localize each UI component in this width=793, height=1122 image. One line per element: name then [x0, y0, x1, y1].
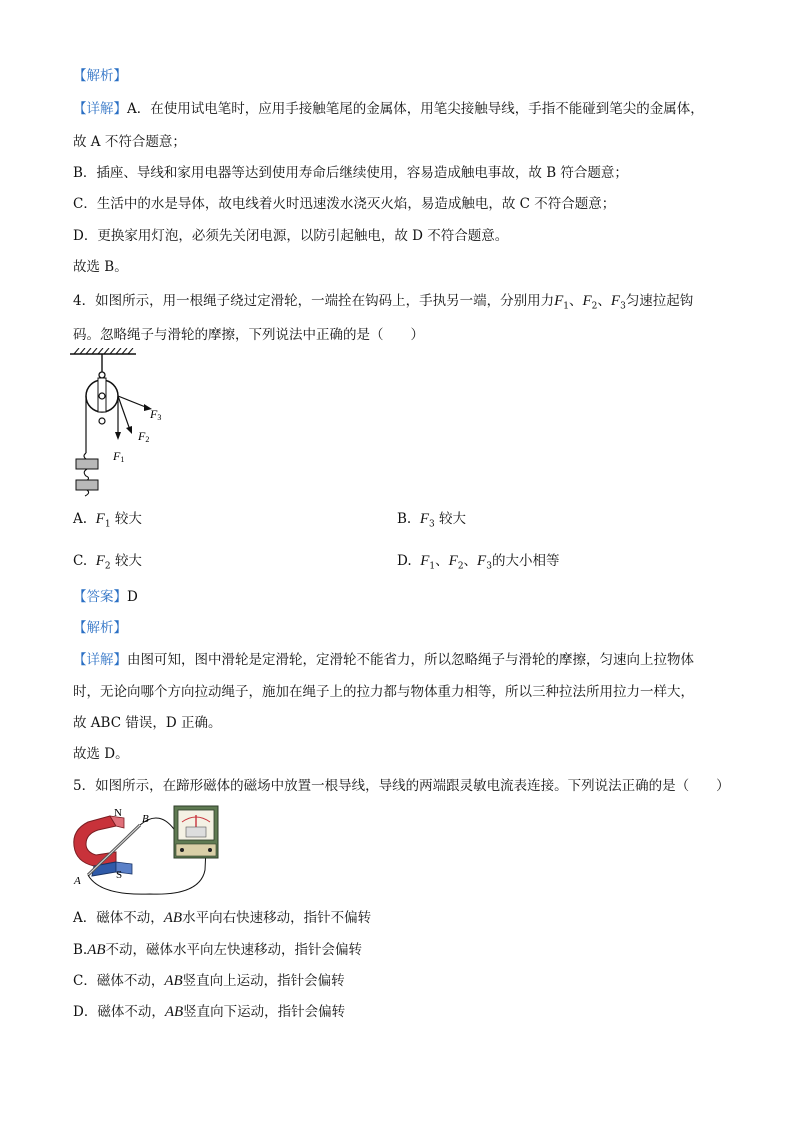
analysis-tag: 【解析】 [73, 68, 127, 84]
option-b[interactable]: B. $F_3$ 较大 [397, 511, 467, 530]
n-label: N [114, 807, 122, 819]
detail-tag: 【详解】 [73, 652, 127, 668]
answer-line [73, 587, 138, 607]
question-5-stem: 5．如图所示，在蹄形磁体的磁场中放置一根导线，导线的两端跟灵敏电流表连接。下列说法正确的是（ ） [73, 778, 730, 794]
detail-line: 时，无论向哪个方向拉动绳子，施加在绳子上的拉力都与物体重力相等，所以三种拉法所用拉力一样大， [73, 684, 694, 700]
s-label: S [116, 869, 123, 881]
q5-option-b[interactable]: B.AB不动，磁体水平向左快速移动，指针会偏转 [73, 942, 363, 958]
f2-label: F2 [138, 429, 150, 444]
conclusion: 故选 B。 [73, 259, 128, 275]
detail-line: 【详解】由图可知，图中滑轮是定滑轮，定滑轮不能省力，所以忽略绳子与滑轮的摩擦，匀速向上拉物体 [73, 652, 694, 668]
f1-label: F1 [113, 449, 125, 464]
detail-line: 故 A 不符合题意； [73, 134, 186, 150]
b-label: B [142, 813, 149, 825]
detail-tag: 【详解】 [73, 101, 127, 117]
option-a[interactable]: A. $F_1$ 较大 [73, 511, 142, 530]
answer-tag: 【答案】 [73, 589, 127, 605]
question-4-stem-line2: 码。忽略绳子与滑轮的摩擦，下列说法中正确的是（ ） [73, 327, 424, 343]
analysis-tag: 【解析】 [73, 620, 127, 636]
option-c[interactable]: C. $F_2$ 较大 [73, 553, 142, 572]
option-d[interactable]: D. $F_1$、$F_2$、$F_3$的大小相等 [397, 553, 560, 572]
answer-value: D [127, 589, 138, 605]
a-label: A [74, 875, 81, 887]
pulley-figure [68, 348, 178, 498]
option-d-explanation: D．更换家用灯泡，必须先关闭电源，以防引起触电，故 D 不符合题意。 [73, 228, 509, 244]
option-b-explanation: B．插座、导线和家用电器等达到使用寿命后继续使用，容易造成触电事故，故 B 符合题意； [73, 165, 628, 181]
conclusion: 故选 D。 [73, 746, 129, 762]
q5-option-c[interactable]: C．磁体不动，AB竖直向上运动，指针会偏转 [73, 973, 345, 989]
option-c-explanation: C．生活中的水是导体，故电线着火时迅速泼水浇灭火焰，易造成触电，故 C 不符合题意； [73, 196, 616, 212]
detail-line: 故 ABC 错误，D 正确。 [73, 715, 222, 731]
magnet-galvanometer-figure [70, 800, 220, 900]
q5-option-a[interactable]: A．磁体不动，AB水平向右快速移动，指针不偏转 [73, 910, 372, 926]
detail-line: 【详解】A．在使用试电笔时，应用手接触笔尾的金属体，用笔尖接触导线，手指不能碰到笔尖的金属体， [73, 101, 704, 117]
q5-option-d[interactable]: D．磁体不动，AB竖直向下运动，指针会偏转 [73, 1004, 346, 1020]
f3-label: F3 [150, 407, 162, 422]
question-4-stem-line1: 4．如图所示，用一根绳子绕过定滑轮，一端拴在钩码上，手执另一端，分别用力$F_1$、$F_2$、$F_3$匀速拉起钩 [73, 293, 694, 312]
